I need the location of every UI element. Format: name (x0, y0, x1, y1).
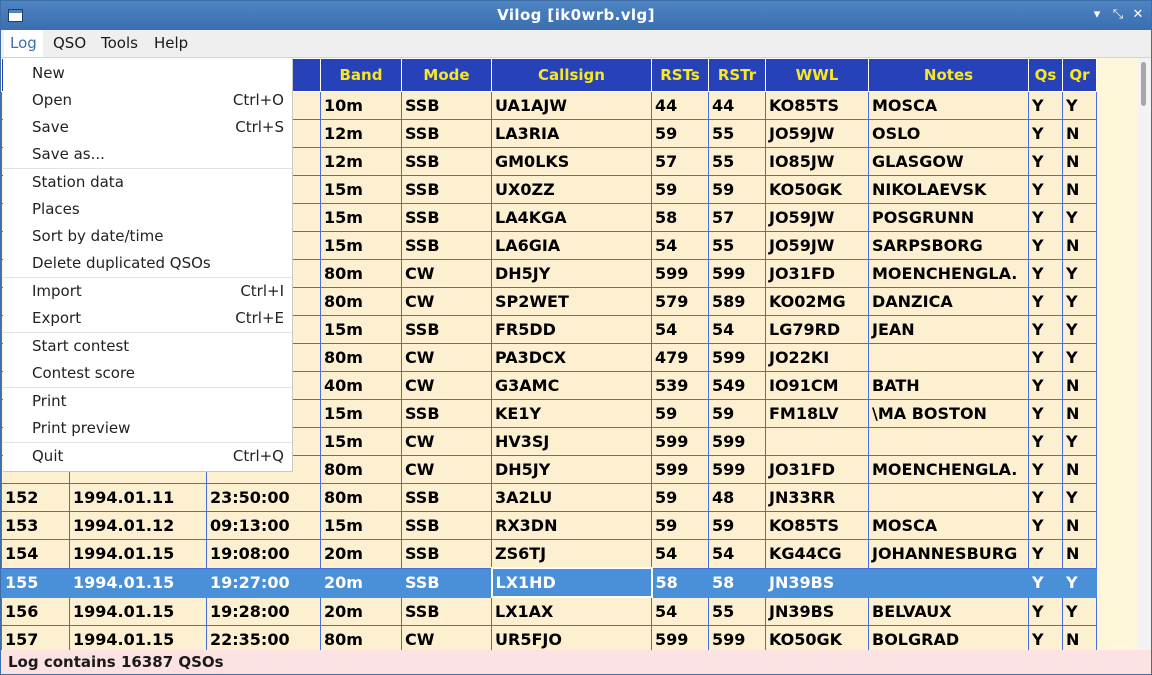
cell-rstr[interactable]: 599 (709, 428, 766, 456)
cell-mode[interactable]: CW (402, 372, 492, 400)
cell-band[interactable]: 20m (321, 597, 402, 626)
cell-notes[interactable]: JEAN (869, 316, 1029, 344)
cell-qr[interactable]: N (1063, 400, 1097, 428)
cell-rstr[interactable]: 54 (709, 540, 766, 569)
cell-band[interactable]: 80m (321, 456, 402, 484)
cell-mode[interactable]: SSB (402, 568, 492, 597)
cell-wwl[interactable]: IO91CM (766, 372, 869, 400)
cell-rsts[interactable]: 59 (652, 400, 709, 428)
menu-item-label: Open (32, 91, 73, 109)
cell-wwl[interactable]: JN33RR (766, 484, 869, 512)
cell-rsts[interactable]: 54 (652, 540, 709, 569)
cell-wwl[interactable]: JO31FD (766, 456, 869, 484)
cell-mode[interactable]: SSB (402, 512, 492, 540)
cell-rstr[interactable]: 55 (709, 232, 766, 260)
cell-qs[interactable]: Y (1029, 428, 1063, 456)
cell-rsts[interactable]: 54 (652, 597, 709, 626)
table-row[interactable] (2, 568, 1097, 597)
cell-notes[interactable]: MOSCA (869, 92, 1029, 120)
cell-rstr[interactable]: 599 (709, 260, 766, 288)
cell-callsign[interactable]: UR5FJO (492, 626, 652, 651)
cell-notes[interactable] (869, 428, 1029, 456)
cell-mode[interactable]: SSB (402, 204, 492, 232)
cell-notes[interactable] (869, 484, 1029, 512)
cell-qr[interactable]: N (1063, 176, 1097, 204)
cell-callsign[interactable]: RX3DN (492, 512, 652, 540)
cell-rsts[interactable]: 58 (652, 568, 709, 597)
menu-item-label: Quit (32, 447, 64, 465)
menu-item-save-as[interactable] (3, 141, 292, 168)
cell-rstr[interactable]: 59 (709, 512, 766, 540)
cell-rsts[interactable]: 599 (652, 626, 709, 651)
cell-callsign[interactable]: LX1HD (492, 568, 652, 597)
cell-qs[interactable]: Y (1029, 597, 1063, 626)
scrollbar-thumb[interactable] (1141, 62, 1146, 106)
menu-item-station-data[interactable] (3, 169, 292, 196)
cell-qs[interactable]: Y (1029, 288, 1063, 316)
cell-qr[interactable]: Y (1063, 204, 1097, 232)
menu-item-label: Save (32, 118, 69, 136)
cell-band[interactable]: 20m (321, 540, 402, 569)
status-bar (1, 650, 1151, 674)
cell-callsign[interactable]: DH5JY (492, 456, 652, 484)
cell-qr[interactable]: N (1063, 372, 1097, 400)
cell-callsign[interactable]: LA4KGA (492, 204, 652, 232)
menu-item-shortcut: Ctrl+Q (232, 447, 284, 465)
menu-item-shortcut: Ctrl+I (240, 282, 284, 300)
cell-mode[interactable]: SSB (402, 540, 492, 569)
menu-item-shortcut: Ctrl+O (232, 91, 284, 109)
cell-qs[interactable]: Y (1029, 316, 1063, 344)
cell-callsign[interactable]: DH5JY (492, 260, 652, 288)
cell-notes[interactable]: MOENCHENGLA. (869, 456, 1029, 484)
cell-notes[interactable]: MOSCA (869, 512, 1029, 540)
cell-date[interactable]: 1994.01.15 (70, 540, 207, 569)
cell-callsign[interactable]: PA3DCX (492, 344, 652, 372)
cell-qr[interactable]: Y (1063, 484, 1097, 512)
cell-callsign[interactable]: G3AMC (492, 372, 652, 400)
cell-qs[interactable]: Y (1029, 372, 1063, 400)
cell-rstr[interactable]: 58 (709, 568, 766, 597)
cell-mode[interactable]: SSB (402, 120, 492, 148)
cell-band[interactable]: 12m (321, 120, 402, 148)
cell-band[interactable]: 80m (321, 344, 402, 372)
cell-qs[interactable]: Y (1029, 204, 1063, 232)
column-header-wwl[interactable]: WWL (766, 59, 869, 92)
cell-band[interactable]: 15m (321, 400, 402, 428)
menu-item-open[interactable] (3, 87, 292, 114)
cell-notes[interactable]: JOHANNESBURG (869, 540, 1029, 569)
cell-qr[interactable]: Y (1063, 92, 1097, 120)
cell-qs[interactable]: Y (1029, 232, 1063, 260)
cell-time[interactable]: 23:50:00 (207, 484, 321, 512)
menu-item-label: Print (32, 392, 67, 410)
cell-mode[interactable]: SSB (402, 148, 492, 176)
table-row[interactable] (2, 626, 1097, 651)
table-row[interactable] (2, 540, 1097, 569)
cell-notes[interactable]: GLASGOW (869, 148, 1029, 176)
maximize-icon[interactable]: ⤡ (1112, 7, 1124, 22)
cell-band[interactable]: 40m (321, 372, 402, 400)
vertical-scrollbar[interactable] (1138, 58, 1151, 650)
menu-item-places[interactable] (3, 196, 292, 223)
cell-wwl[interactable]: IO85JW (766, 148, 869, 176)
cell-wwl[interactable]: JO59JW (766, 232, 869, 260)
cell-qr[interactable]: Y (1063, 316, 1097, 344)
cell-date[interactable]: 1994.01.15 (70, 626, 207, 651)
cell-band[interactable]: 80m (321, 288, 402, 316)
cell-rsts[interactable]: 44 (652, 92, 709, 120)
cell-rsts[interactable]: 479 (652, 344, 709, 372)
cell-rsts[interactable]: 59 (652, 484, 709, 512)
menu-item-label: Import (32, 282, 82, 300)
menu-item-label: Print preview (32, 419, 131, 437)
cell-wwl[interactable]: KO50GK (766, 626, 869, 651)
cell-qr[interactable]: Y (1063, 568, 1097, 597)
cell-notes[interactable]: SARPSBORG (869, 232, 1029, 260)
cell-callsign[interactable]: LX1AX (492, 597, 652, 626)
window-title: Vilog [ik0wrb.vlg] (497, 6, 655, 24)
cell-qr[interactable]: N (1063, 120, 1097, 148)
cell-band[interactable]: 15m (321, 204, 402, 232)
menu-item-label: Contest score (32, 364, 136, 382)
cell-time[interactable]: 22:35:00 (207, 626, 321, 651)
cell-band[interactable]: 15m (321, 428, 402, 456)
cell-rstr[interactable]: 549 (709, 372, 766, 400)
cell-number[interactable]: 154 (2, 540, 70, 569)
column-header-band[interactable]: Band (321, 59, 402, 92)
cell-band[interactable]: 15m (321, 316, 402, 344)
cell-rsts[interactable]: 59 (652, 512, 709, 540)
cell-date[interactable]: 1994.01.15 (70, 597, 207, 626)
cell-rsts[interactable]: 54 (652, 316, 709, 344)
cell-notes[interactable] (869, 344, 1029, 372)
cell-mode[interactable]: SSB (402, 597, 492, 626)
menu-bar (1, 30, 1151, 58)
cell-wwl[interactable]: FM18LV (766, 400, 869, 428)
cell-callsign[interactable]: UA1AJW (492, 92, 652, 120)
menu-item-contest-score[interactable] (3, 360, 292, 387)
cell-callsign[interactable]: LA3RIA (492, 120, 652, 148)
cell-rsts[interactable]: 59 (652, 120, 709, 148)
cell-callsign[interactable]: 3A2LU (492, 484, 652, 512)
cell-wwl[interactable]: KO50GK (766, 176, 869, 204)
cell-rstr[interactable]: 44 (709, 92, 766, 120)
cell-wwl[interactable]: JO59JW (766, 120, 869, 148)
status-text: Log contains 16387 QSOs (8, 653, 224, 671)
cell-qr[interactable]: N (1063, 540, 1097, 569)
cell-rsts[interactable]: 59 (652, 176, 709, 204)
menu-item-start-contest[interactable] (3, 333, 292, 360)
cell-mode[interactable]: SSB (402, 484, 492, 512)
cell-qs[interactable]: Y (1029, 344, 1063, 372)
cell-notes[interactable]: NIKOLAEVSK (869, 176, 1029, 204)
cell-rsts[interactable]: 58 (652, 204, 709, 232)
cell-wwl[interactable]: JO31FD (766, 260, 869, 288)
cell-date[interactable]: 1994.01.15 (70, 568, 207, 597)
cell-notes[interactable] (869, 568, 1029, 597)
cell-wwl[interactable]: JN39BS (766, 597, 869, 626)
cell-band[interactable]: 12m (321, 148, 402, 176)
cell-number[interactable]: 157 (2, 626, 70, 651)
cell-rstr[interactable]: 54 (709, 316, 766, 344)
cell-mode[interactable]: CW (402, 456, 492, 484)
cell-callsign[interactable]: LA6GIA (492, 232, 652, 260)
cell-qs[interactable]: Y (1029, 120, 1063, 148)
cell-qr[interactable]: N (1063, 232, 1097, 260)
cell-notes[interactable]: MOENCHENGLA. (869, 260, 1029, 288)
menu-item-export[interactable] (3, 305, 292, 332)
column-header-mode[interactable]: Mode (402, 59, 492, 92)
cell-qr[interactable]: Y (1063, 428, 1097, 456)
menu-item-sort-by-date-time[interactable] (3, 223, 292, 250)
title-bar[interactable] (1, 1, 1151, 30)
table-row[interactable] (2, 512, 1097, 540)
close-icon[interactable]: ✕ (1132, 7, 1144, 22)
cell-rstr[interactable]: 55 (709, 597, 766, 626)
cell-notes[interactable]: BELVAUX (869, 597, 1029, 626)
menu-log[interactable]: Log (4, 30, 43, 57)
cell-callsign[interactable]: SP2WET (492, 288, 652, 316)
cell-qr[interactable]: N (1063, 148, 1097, 176)
cell-mode[interactable]: CW (402, 288, 492, 316)
cell-callsign[interactable]: KE1Y (492, 400, 652, 428)
cell-mode[interactable]: SSB (402, 400, 492, 428)
cell-mode[interactable]: CW (402, 626, 492, 651)
cell-notes[interactable]: BATH (869, 372, 1029, 400)
cell-number[interactable]: 153 (2, 512, 70, 540)
cell-notes[interactable]: DANZICA (869, 288, 1029, 316)
menu-item-shortcut: Ctrl+S (235, 118, 284, 136)
cell-rstr[interactable]: 59 (709, 176, 766, 204)
cell-notes[interactable]: POSGRUNN (869, 204, 1029, 232)
cell-rsts[interactable]: 57 (652, 148, 709, 176)
cell-wwl[interactable]: JN39BS (766, 568, 869, 597)
cell-qs[interactable]: Y (1029, 400, 1063, 428)
cell-rsts[interactable]: 579 (652, 288, 709, 316)
cell-qs[interactable]: Y (1029, 456, 1063, 484)
cell-band[interactable]: 80m (321, 626, 402, 651)
cell-qs[interactable]: Y (1029, 148, 1063, 176)
cell-wwl[interactable] (766, 428, 869, 456)
menu-tools[interactable]: Tools (101, 34, 138, 52)
cell-mode[interactable]: CW (402, 428, 492, 456)
cell-band[interactable]: 15m (321, 176, 402, 204)
cell-number[interactable]: 156 (2, 597, 70, 626)
cell-mode[interactable]: SSB (402, 176, 492, 204)
cell-notes[interactable]: \MA BOSTON (869, 400, 1029, 428)
column-header-notes[interactable]: Notes (869, 59, 1029, 92)
cell-notes[interactable]: BOLGRAD (869, 626, 1029, 651)
menu-help[interactable]: Help (154, 34, 189, 52)
cell-time[interactable]: 19:28:00 (207, 597, 321, 626)
cell-callsign[interactable]: UX0ZZ (492, 176, 652, 204)
cell-time[interactable]: 19:27:00 (207, 568, 321, 597)
cell-qr[interactable]: N (1063, 456, 1097, 484)
cell-wwl[interactable]: KO02MG (766, 288, 869, 316)
cell-wwl[interactable]: KO85TS (766, 512, 869, 540)
menu-item-save[interactable] (3, 114, 292, 141)
cell-time[interactable]: 19:08:00 (207, 540, 321, 569)
cell-rsts[interactable]: 599 (652, 428, 709, 456)
log-menu-dropdown (3, 58, 293, 472)
cell-qs[interactable]: Y (1029, 568, 1063, 597)
menu-item-label: Start contest (32, 337, 130, 355)
cell-qs[interactable]: Y (1029, 540, 1063, 569)
cell-qs[interactable]: Y (1029, 484, 1063, 512)
menu-item-label: Export (32, 309, 82, 327)
cell-callsign[interactable]: GM0LKS (492, 148, 652, 176)
cell-mode[interactable]: SSB (402, 92, 492, 120)
cell-mode[interactable]: SSB (402, 232, 492, 260)
menu-item-import[interactable] (3, 278, 292, 305)
cell-number[interactable]: 152 (2, 484, 70, 512)
menu-item-print-preview[interactable] (3, 415, 292, 442)
cell-qr[interactable]: Y (1063, 260, 1097, 288)
cell-callsign[interactable]: ZS6TJ (492, 540, 652, 569)
table-row[interactable] (2, 597, 1097, 626)
menu-item-delete-duplicated-qsos[interactable] (3, 250, 292, 277)
menu-item-shortcut: Ctrl+E (235, 309, 284, 327)
cell-qr[interactable]: Y (1063, 344, 1097, 372)
cell-rstr[interactable]: 57 (709, 204, 766, 232)
cell-date[interactable]: 1994.01.12 (70, 512, 207, 540)
cell-number[interactable]: 155 (2, 568, 70, 597)
cell-notes[interactable]: OSLO (869, 120, 1029, 148)
column-header-rsts[interactable]: RSTs (652, 59, 709, 92)
cell-rsts[interactable]: 599 (652, 260, 709, 288)
cell-rstr[interactable]: 55 (709, 148, 766, 176)
cell-qs[interactable]: Y (1029, 260, 1063, 288)
cell-wwl[interactable]: KG44CG (766, 540, 869, 569)
cell-qr[interactable]: Y (1063, 288, 1097, 316)
column-header-qs[interactable]: Qs (1029, 59, 1063, 92)
cell-rstr[interactable]: 55 (709, 120, 766, 148)
menu-item-label: Delete duplicated QSOs (32, 254, 211, 272)
cell-mode[interactable]: CW (402, 344, 492, 372)
column-header-qr[interactable]: Qr (1063, 59, 1097, 92)
menu-item-label: Station data (32, 173, 124, 191)
cell-qr[interactable]: N (1063, 512, 1097, 540)
cell-rstr[interactable]: 589 (709, 288, 766, 316)
menu-item-label: Places (32, 200, 80, 218)
cell-rstr[interactable]: 599 (709, 456, 766, 484)
menu-item-label: New (32, 64, 65, 82)
cell-time[interactable]: 09:13:00 (207, 512, 321, 540)
cell-wwl[interactable]: KO85TS (766, 92, 869, 120)
cell-rstr[interactable]: 59 (709, 400, 766, 428)
cell-band[interactable]: 80m (321, 484, 402, 512)
cell-mode[interactable]: SSB (402, 316, 492, 344)
cell-band[interactable]: 15m (321, 512, 402, 540)
cell-qs[interactable]: Y (1029, 176, 1063, 204)
cell-qs[interactable]: Y (1029, 626, 1063, 651)
menu-qso[interactable]: QSO (53, 34, 87, 52)
cell-wwl[interactable]: LG79RD (766, 316, 869, 344)
cell-rstr[interactable]: 599 (709, 344, 766, 372)
cell-qs[interactable]: Y (1029, 92, 1063, 120)
column-header-callsign[interactable]: Callsign (492, 59, 652, 92)
cell-wwl[interactable]: JO22KI (766, 344, 869, 372)
cell-mode[interactable]: CW (402, 260, 492, 288)
cell-qs[interactable]: Y (1029, 512, 1063, 540)
menu-item-label: Save as... (32, 145, 105, 163)
cell-qr[interactable]: Y (1063, 597, 1097, 626)
cell-callsign[interactable]: HV3SJ (492, 428, 652, 456)
cell-wwl[interactable]: JO59JW (766, 204, 869, 232)
column-header-rstr[interactable]: RSTr (709, 59, 766, 92)
cell-rsts[interactable]: 539 (652, 372, 709, 400)
cell-band[interactable]: 80m (321, 260, 402, 288)
cell-rstr[interactable]: 599 (709, 626, 766, 651)
cell-rsts[interactable]: 599 (652, 456, 709, 484)
menu-item-print[interactable] (3, 388, 292, 415)
menu-item-label: Sort by date/time (32, 227, 164, 245)
cell-date[interactable]: 1994.01.11 (70, 484, 207, 512)
cell-rsts[interactable]: 54 (652, 232, 709, 260)
menu-item-new[interactable] (3, 60, 292, 87)
cell-band[interactable]: 10m (321, 92, 402, 120)
table-row[interactable] (2, 484, 1097, 512)
minimize-icon[interactable]: ▾ (1093, 7, 1101, 22)
cell-rstr[interactable]: 48 (709, 484, 766, 512)
cell-band[interactable]: 20m (321, 568, 402, 597)
menu-item-quit[interactable] (3, 443, 292, 470)
cell-callsign[interactable]: FR5DD (492, 316, 652, 344)
cell-band[interactable]: 15m (321, 232, 402, 260)
cell-qr[interactable]: N (1063, 626, 1097, 651)
